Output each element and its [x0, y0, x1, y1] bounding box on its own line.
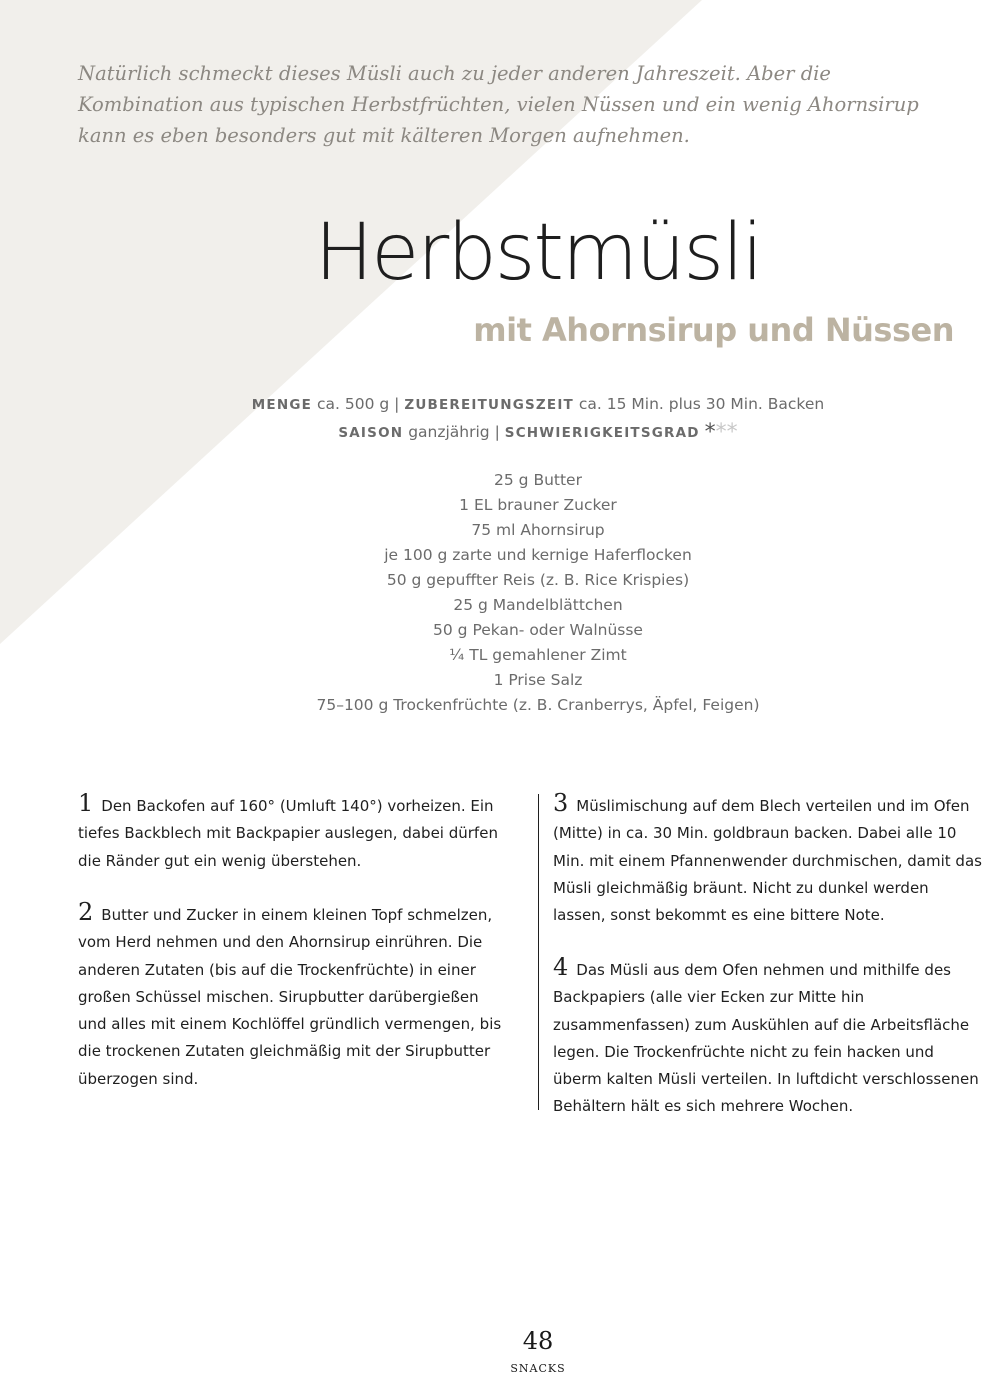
step-text: Den Backofen auf 160° (Umluft 140°) vorheizen. Ein tiefes Backblech mit Backpapier auslegen, dabei dürfen die Ränder gut ein wenig überstehen.	[78, 797, 498, 870]
difficulty-star-filled-icon: *	[704, 420, 716, 445]
recipe-title: Herbstmüsli	[314, 208, 762, 298]
zubereitungszeit-label: ZUBEREITUNGSZEIT	[404, 397, 574, 413]
recipe-meta-line-2	[0, 420, 1000, 445]
section-label: SNACKS	[510, 1362, 566, 1375]
ingredient-item: 75–100 g Trockenfrüchte (z. B. Cranberrys, Äpfel, Feigen)	[316, 696, 760, 714]
step-text: Müslimischung auf dem Blech verteilen und im Ofen (Mitte) in ca. 30 Min. goldbraun backen. Dabei alle 10 Min. mit einem Pfannenwender durchmischen, damit das Müsli gleichmäßig bräunt. Nicht zu dunkel werden lassen, sonst bekommt es eine bittere Note.	[553, 797, 982, 925]
schwierigkeitsgrad-label: SCHWIERIGKEITSGRAD	[504, 425, 700, 441]
recipe-meta-line-1	[0, 395, 1000, 413]
step-2	[78, 899, 508, 1093]
difficulty-star-empty-icon: **	[715, 420, 738, 445]
column-divider	[538, 794, 539, 1110]
step-1	[78, 790, 508, 875]
step-3	[553, 790, 983, 929]
saison-label: SAISON	[338, 425, 404, 441]
page-number: 48	[522, 1327, 554, 1355]
ingredient-item: ¼ TL gemahlener Zimt	[449, 646, 627, 664]
ingredients-list	[0, 468, 1000, 718]
step-text: Das Müsli aus dem Ofen nehmen und mithilfe des Backpapiers (alle vier Ecken zur Mitte hin zusammenfassen) zum Auskühlen auf die Arbeitsfläche legen. Die Trockenfrüchte nicht zu fein hacken und überm kalten Müsli verteilen. In luftdicht verschlossenen Behältern hält es sich mehrere Wochen.	[553, 961, 979, 1116]
ingredient-item: 50 g Pekan- oder Walnüsse	[433, 621, 643, 639]
step-number: 3	[553, 789, 569, 817]
intro-text: Natürlich schmeckt dieses Müsli auch zu jeder anderen Jahreszeit. Aber die Kombination aus typischen Herbstfrüchten, vielen Nüssen und ein wenig Ahornsirup kann es eben besonders gut mit kälteren Morgen aufnehmen.	[78, 62, 919, 147]
step-number: 2	[78, 898, 94, 926]
step-number: 4	[553, 953, 569, 981]
step-number: 1	[78, 789, 94, 817]
difficulty-stars	[705, 420, 738, 445]
zubereitungszeit-value: ca. 15 Min. plus 30 Min. Backen	[578, 395, 825, 413]
meta-separator: |	[394, 395, 400, 413]
ingredient-item: 25 g Mandelblättchen	[453, 596, 623, 614]
ingredient-item: 25 g Butter	[494, 471, 582, 489]
menge-label: MENGE	[251, 397, 313, 413]
menge-value: ca. 500 g	[316, 395, 390, 413]
ingredient-item: 75 ml Ahornsirup	[471, 521, 605, 539]
ingredient-item: 50 g gepuffter Reis (z. B. Rice Krispies)	[386, 571, 690, 589]
step-4	[553, 954, 983, 1121]
step-text: Butter und Zucker in einem kleinen Topf schmelzen, vom Herd nehmen und den Ahornsirup einrühren. Die anderen Zutaten (bis auf die Trockenfrüchte) in einer großen Schüssel mischen. Sirupbutter darübergießen und alles mit einem Kochlöffel gründlich vermengen, bis die trockenen Zutaten gleichmäßig mit der Sirupbutter überzogen sind.	[78, 906, 502, 1088]
ingredient-item: 1 EL brauner Zucker	[459, 496, 617, 514]
recipe-subtitle: mit Ahornsirup und Nüssen	[473, 311, 954, 349]
ingredient-item: 1 Prise Salz	[493, 671, 583, 689]
meta-separator: |	[494, 423, 500, 441]
saison-value: ganzjährig	[408, 423, 490, 441]
ingredient-item: je 100 g zarte und kernige Haferflocken	[384, 546, 692, 564]
